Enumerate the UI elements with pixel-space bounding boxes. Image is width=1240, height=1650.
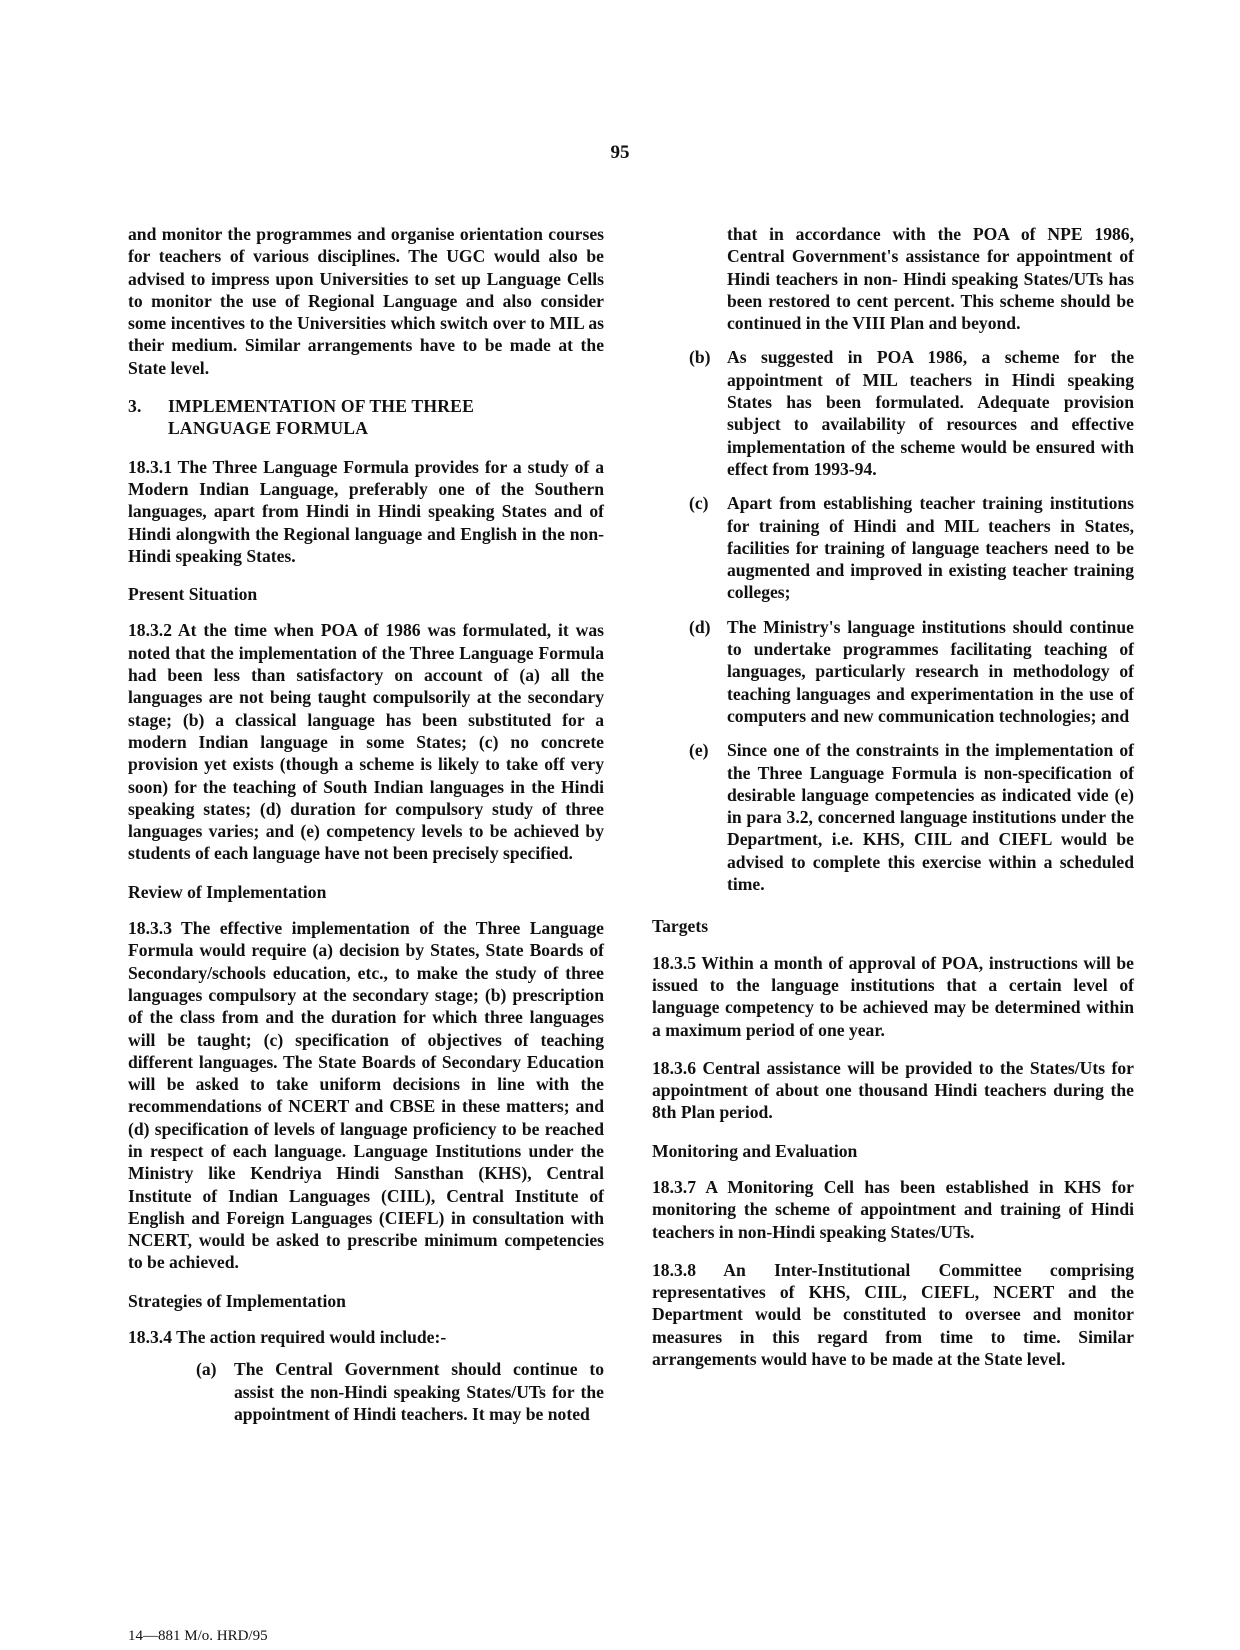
left-column xyxy=(128,223,604,1437)
page-number: 95 xyxy=(610,142,630,163)
list-item-text: The Ministry's language institutions should continue to undertake programmes facilitating teaching of languages, particularly research in methodology of teaching languages and experimentation in the use of computers and new communication technologies; and xyxy=(727,616,1134,726)
paragraph-18-3-6: 18.3.6 Central assistance will be provided to the States/Uts for appointment of about one thousand Hindi teachers during the 8th Plan period. xyxy=(652,1057,1134,1123)
list-marker: (b) xyxy=(689,347,711,368)
list-item-a-text: The Central Government should continue to assist the non-Hindi speaking States/UTs for the appointment of Hindi teachers. It may be noted xyxy=(234,1359,604,1424)
section-title-line-1: IMPLEMENTATION OF THE THREE xyxy=(168,396,475,417)
list-marker-a: (a) xyxy=(196,1359,217,1380)
heading-targets: Targets xyxy=(652,916,709,937)
paragraph-18-3-4: 18.3.4 The action required would include:- xyxy=(128,1327,447,1348)
list-item-text: Since one of the constraints in the implementation of the Three Language Formula is non-specification of desirable language competencies as indicated vide (e) in para 3.2, concerned language institutions under the Department, i.e. KHS, CIIL and CIEFL would be advised to complete this exercise within a scheduled time. xyxy=(727,740,1134,895)
list-item xyxy=(652,492,1134,603)
paragraph-18-3-8: 18.3.8 An Inter-Institutional Committee comprising representatives of KHS, CIIL, CIEFL, NCERT and the Department would be constituted to oversee and monitor measures in this regard from time to time. Similar arrangements would have to be made at the State level. xyxy=(652,1259,1134,1370)
section-title-line-2: LANGUAGE FORMULA xyxy=(168,418,369,439)
list-item xyxy=(652,346,1134,480)
list-item xyxy=(652,616,1134,727)
heading-review-of-implementation: Review of Implementation xyxy=(128,881,327,902)
list-item-a-continued: that in accordance with the POA of NPE 1986, Central Government's assistance for appointment of Hindi teachers in non- Hindi speaking States/UTs has been restored to cent percent. This scheme should be continued in the VIII Plan and beyond. xyxy=(727,224,1134,334)
list-marker: (c) xyxy=(689,493,709,514)
right-column xyxy=(652,223,1134,1386)
list-item-text: As suggested in POA 1986, a scheme for the appointment of MIL teachers in Hindi speaking States has been formulated. Adequate provision subject to availability of resources and effective implementation of the scheme would be ensured with effect from 1993-94. xyxy=(727,347,1134,479)
paragraph-18-3-3: 18.3.3 The effective implementation of the Three Language Formula would require (a) decision by States, State Boards of Secondary/schools education, etc., to make the study of three languages compulsory at the secondary stage; (b) prescription of the class from and the duration for which three languages will be taught; (c) specification of objectives of teaching different languages. The State Boards of Secondary Education will be asked to take uniform decisions in line with the recommendations of NCERT and CBSE in these matters; and (d) specification of levels of language proficiency to be reached in respect of each language. Language Institutions under the Ministry like Kendriya Hindi Sansthan (KHS), Central Institute of Indian Languages (CIIL), Central Institute of English and Foreign Languages (CIEFL) in consultation with NCERT, would be asked to prescribe minimum competencies to be achieved. xyxy=(128,918,604,1273)
heading-present-situation: Present Situation xyxy=(128,584,258,605)
section-number: 3. xyxy=(128,396,142,417)
paragraph-18-3-7: 18.3.7 A Monitoring Cell has been established in KHS for monitoring the scheme of appointment and training of Hindi teachers in non-Hindi speaking States/UTs. xyxy=(652,1176,1134,1242)
heading-strategies-of-implementation: Strategies of Implementation xyxy=(128,1290,346,1311)
heading-monitoring-and-evaluation: Monitoring and Evaluation xyxy=(652,1140,858,1161)
footer-reference: 14—881 M/o. HRD/95 xyxy=(128,1628,268,1644)
paragraph-18-3-2: 18.3.2 At the time when POA of 1986 was formulated, it was noted that the implementation of the Three Language Formula had been less than satisfactory on account of (a) all the languages are not being taught compulsorily at the secondary stage; (b) a classical language has been substituted for a modern Indian language in some States; (c) no concrete provision yet exists (though a scheme is likely to take off very soon) for the teaching of South Indian languages in the Hindi speaking states; (d) duration for compulsory study of three languages varies; and (e) competency levels to be achieved by students of each language have not been precisely specified. xyxy=(128,620,604,864)
list-item-text: Apart from establishing teacher training institutions for training of Hindi and MIL teachers in States, facilities for training of language teachers need to be augmented and improved in existing teacher training colleges; xyxy=(727,493,1134,603)
list-marker: (d) xyxy=(689,616,711,637)
section-heading xyxy=(128,395,604,440)
paragraph-18-3-5: 18.3.5 Within a month of approval of POA, instructions will be issued to the language institutions that a certain level of language competency to be achieved may be determined within a maximum period of one year. xyxy=(652,952,1134,1040)
intro-paragraph: and monitor the programmes and organise orientation courses for teachers of various disciplines. The UGC would also be advised to impress upon Universities to set up Language Cells to monitor the use of Regional Language and also consider some incentives to the Universities which switch over to MIL as their medium. Similar arrangements have to be made at the State level. xyxy=(128,224,604,378)
list-item xyxy=(652,739,1134,895)
paragraph-18-3-1: 18.3.1 The Three Language Formula provides for a study of a Modern Indian Language, preferably one of the Southern languages, apart from Hindi in Hindi speaking States and of Hindi alongwith the Regional language and English in the non-Hindi speaking States. xyxy=(128,456,604,566)
list-item-a xyxy=(128,1358,604,1425)
list-marker: (e) xyxy=(689,740,709,761)
